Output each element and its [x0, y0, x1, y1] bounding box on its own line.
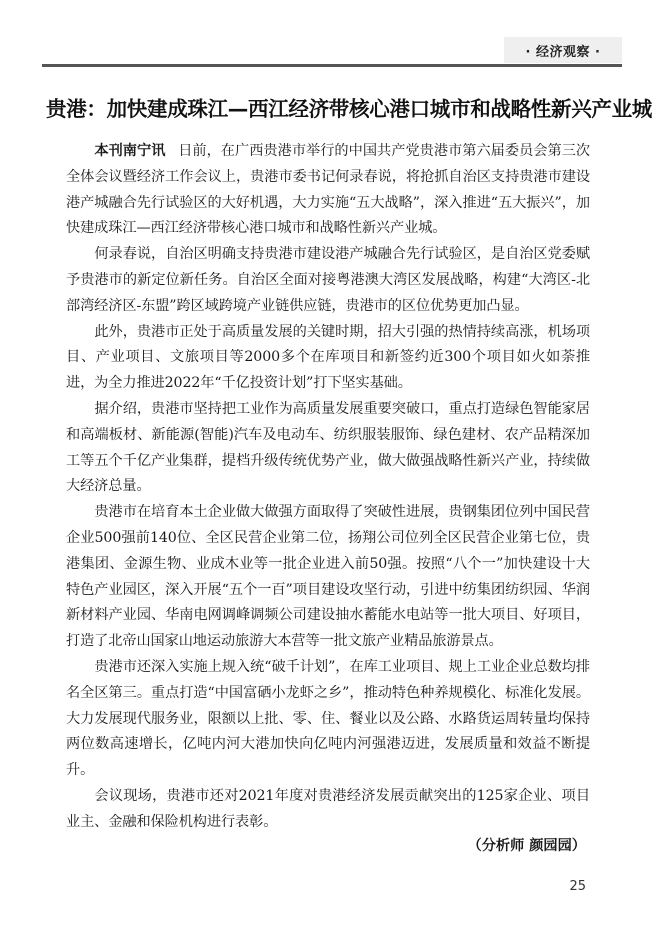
paragraph: 此外，贵港市正处于高质量发展的关键时期，招大引强的热情持续高涨，机场项目、产业项目、文旅项目等2000多个在库项目和新签约近300个项目如火如荼推进，为全力推进2022年“千亿投资计划”打下坚实基础。 — [66, 323, 590, 392]
section-tag: · 经济观察 · — [504, 37, 622, 63]
header-rule — [42, 64, 622, 67]
byline: 本刊南宁讯 — [94, 143, 166, 159]
article-title: 贵港：加快建成珠江—西江经济带核心港口城市和战略性新兴产业城 — [46, 97, 652, 121]
article-body — [66, 139, 590, 836]
page-number: 25 — [569, 879, 586, 894]
paragraph: 贵港市还深入实施上规入统“破千计划”，在库工业项目、规上工业企业总数均排名全区第三。重点打造“中国富硒小龙虾之乡”，推动特色种养规模化、标准化发展。大力发展现代服务业，限额以上批、零、住、餐业以及公路、水路货运周转量均保持两位数高速增长，亿吨内河大港加快向亿吨内河强港迈进，发展质量和效益不断提升。 — [66, 658, 590, 779]
paragraph — [66, 139, 590, 242]
paragraph-text: 日前，在广西贵港市举行的中国共产党贵港市第六届委员会第三次全体会议暨经济工作会议上，贵港市委书记何录春说，将抢抓自治区支持贵港市建设港产城融合先行试验区的大好机遇，大力实施“五大战略”，深入推进“五大振兴”，加快建成珠江—西江经济带核心港口城市和战略性新兴产业城。 — [66, 143, 590, 237]
paragraph: 贵港市在培育本土企业做大做强方面取得了突破性进展，贵钢集团位列中国民营企业500强前140位、全区民营企业第二位，扬翔公司位列全区民营企业第七位，贵港集团、金源生物、业成木业等一批企业进入前50强。按照“八个一”加快建设十大特色产业园区，深入开展“五个一百”项目建设攻坚行动，引进中纺集团纺织园、华润新材料产业园、华南电网调峰调频公司建设抽水蓄能水电站等一批大项目、好项目，打造了北帝山国家山地运动旅游大本营等一批文旅产业精品旅游景点。 — [66, 504, 590, 650]
paragraph: 会议现场，贵港市还对2021年度对贵港经济发展贡献突出的125家企业、项目业主、金融和保险机构进行表彰。 — [66, 787, 590, 830]
paragraph: 何录春说，自治区明确支持贵港市建设港产城融合先行试验区，是自治区党委赋予贵港市的新定位新任务。自治区全面对接粤港澳大湾区发展战略，构建“大湾区-北部湾经济区-东盟”跨区域跨境产业链供应链，贵港市的区位优势更加凸显。 — [66, 246, 590, 314]
author-signature: （分析师 颜园园） — [467, 838, 586, 854]
paragraph: 据介绍，贵港市坚持把工业作为高质量发展重要突破口，重点打造绿色智能家居和高端板材、新能源(智能)汽车及电动车、纺织服装服饰、绿色建材、农产品精深加工等五个千亿产业集群，提档升级传统优势产业，做大做强战略性新兴产业，持续做大经济总量。 — [66, 400, 590, 495]
